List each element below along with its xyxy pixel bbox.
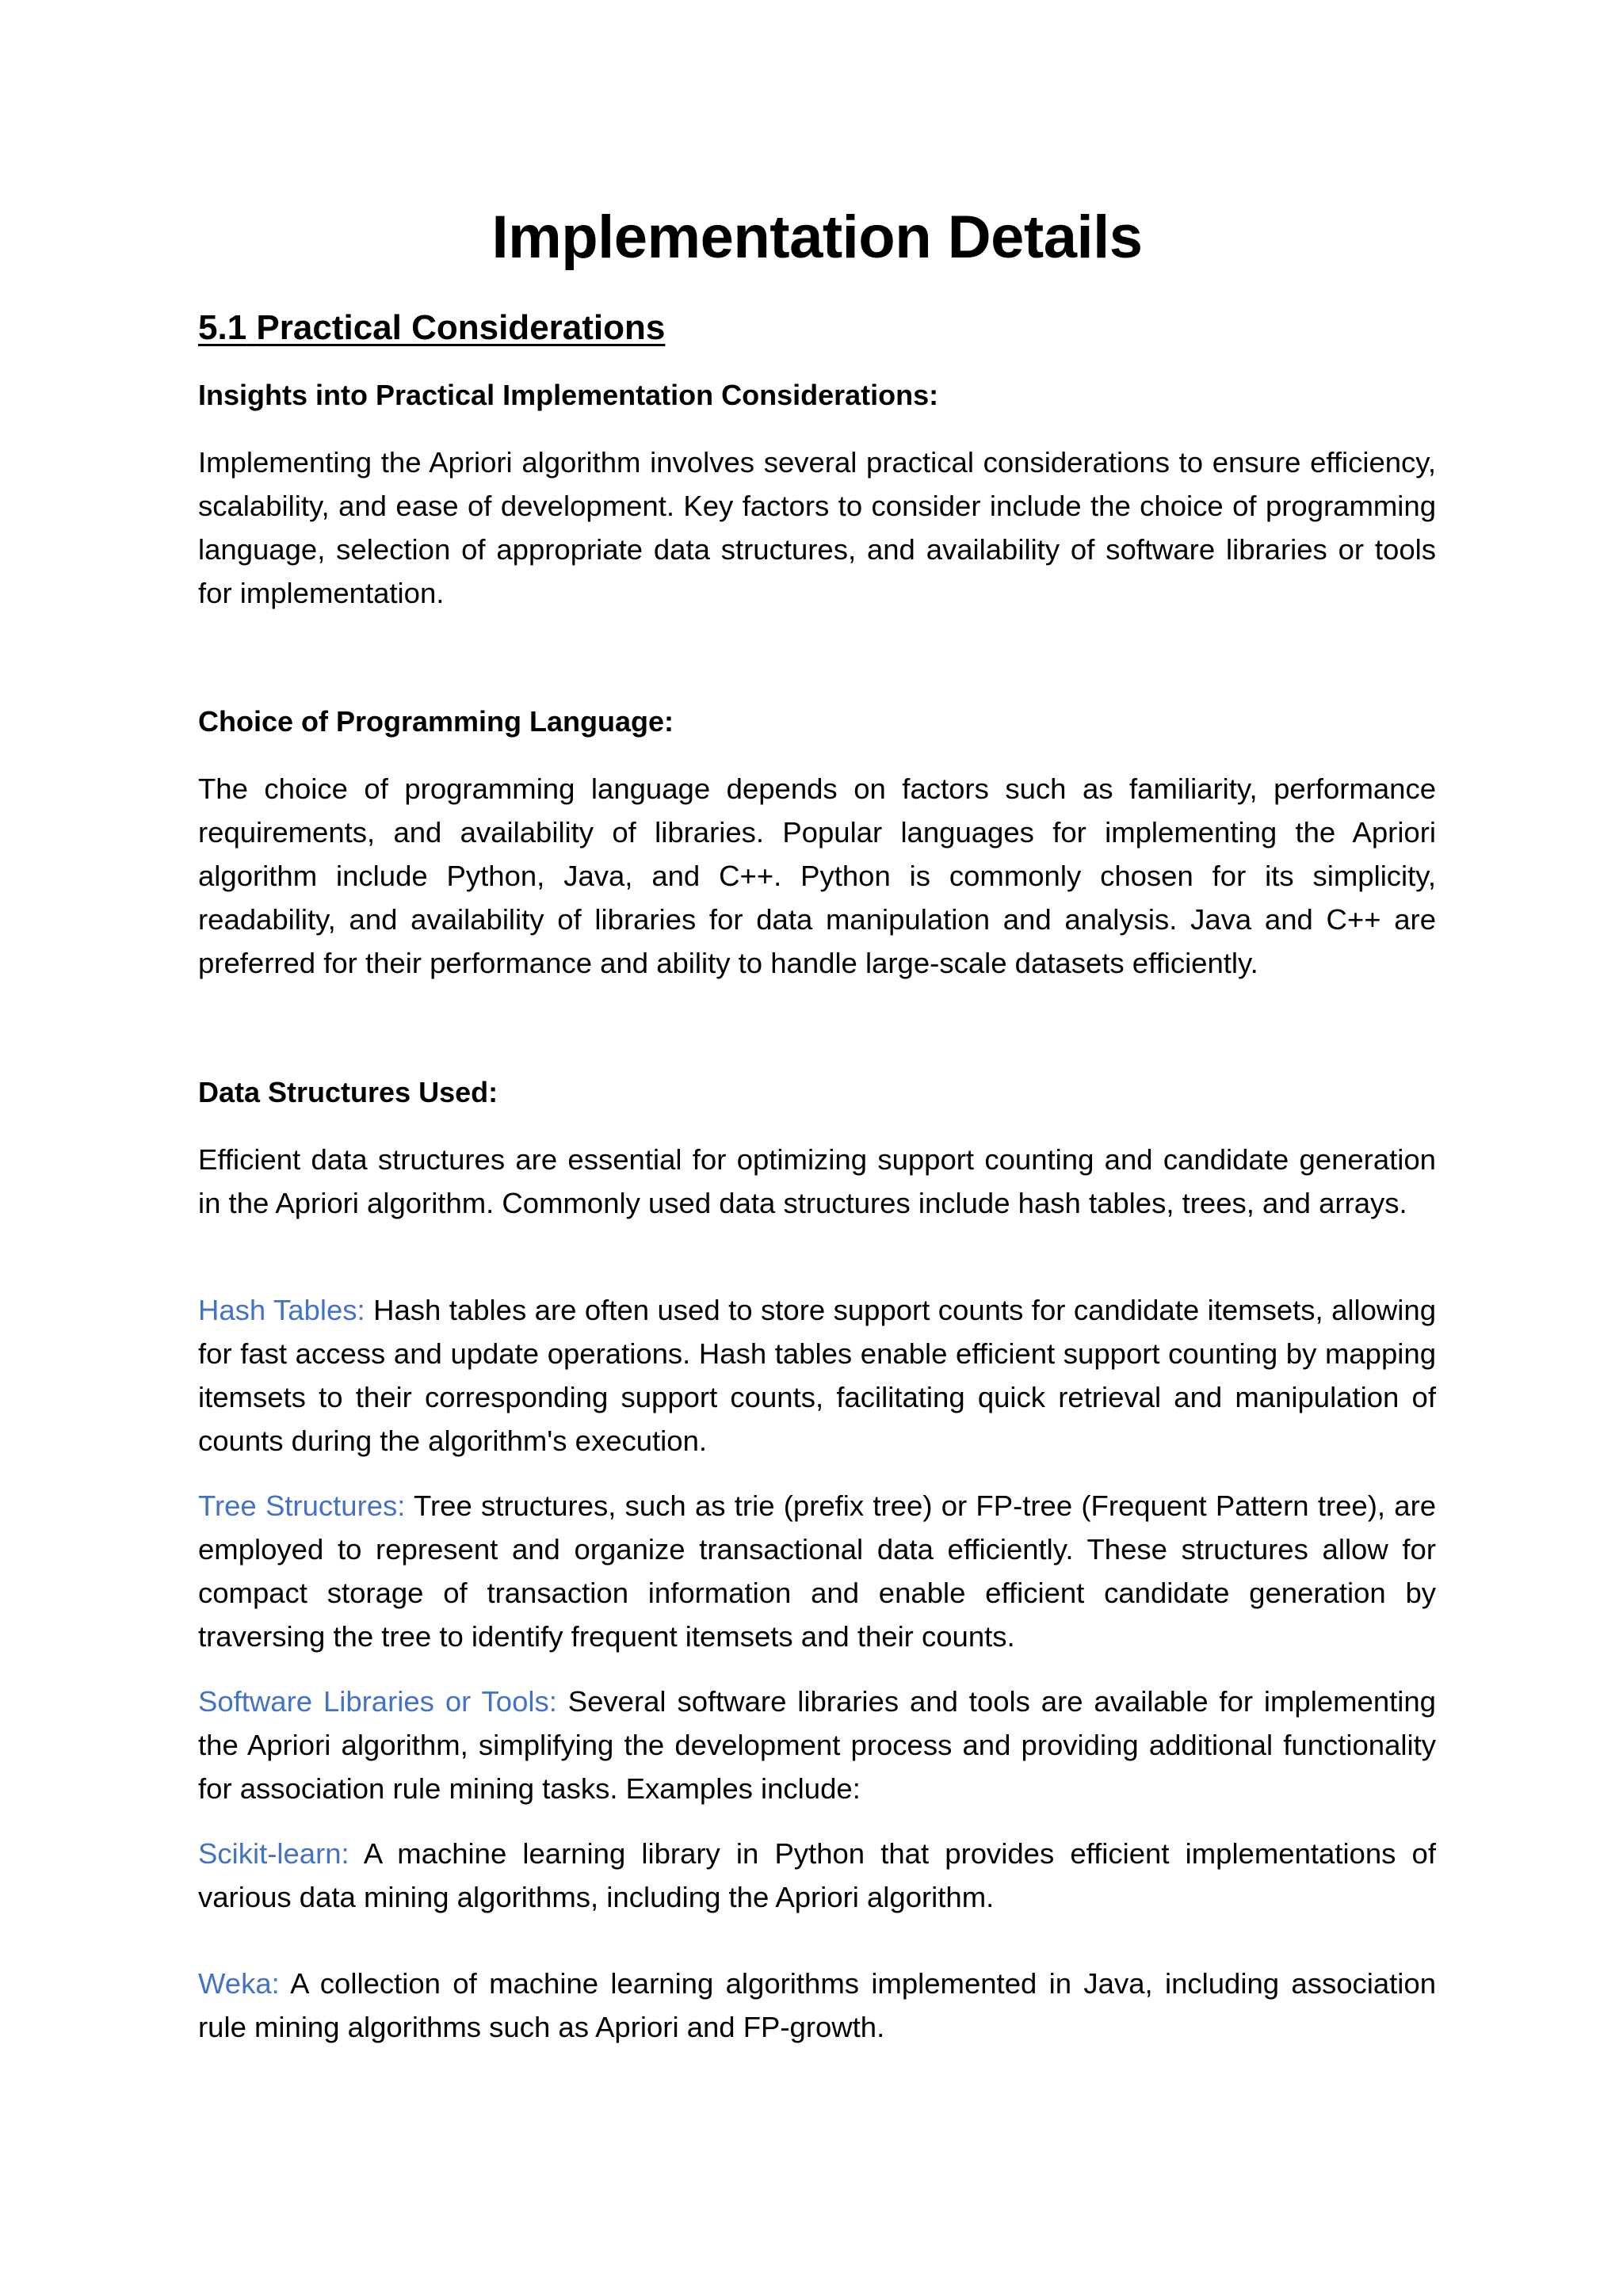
term-label: Weka: [198,1967,280,2000]
term-label: Tree Structures: [198,1489,406,1522]
term-label: Scikit-learn: [198,1837,349,1870]
term-description: A machine learning library in Python that provides efficient implementations of various data mining algorithms, including the Apriori algorithm. [198,1837,1436,1913]
page-title: Implementation Details [491,204,1143,271]
section-title: Practical Considerations [256,308,666,347]
data-structures-heading: Data Structures Used: [198,1076,498,1108]
term-description: Several software libraries and tools are available for implementing the Apriori algorithm, simplifying the development process and providing additional functionality for association rule mining tasks. Examples include: [198,1685,1436,1805]
data-structures-intro: Efficient data structures are essential for optimizing support counting and candidate generation in the Apriori algorithm. Commonly used data structures include hash tables, trees, and arrays. [198,1143,1436,1219]
insights-heading: Insights into Practical Implementation Considerations: [198,379,939,411]
software-libraries-paragraph [198,1680,1436,1810]
term-label: Hash Tables: [198,1294,365,1326]
tree-structures-paragraph [198,1484,1436,1658]
term-description: A collection of machine learning algorithms implemented in Java, including association rule mining algorithms such as Apriori and FP-growth. [198,1967,1436,2043]
weka-paragraph [198,1962,1436,2049]
language-heading: Choice of Programming Language: [198,705,674,738]
term-description: Tree structures, such as trie (prefix tree) or FP-tree (Frequent Pattern tree), are employed to represent and organize transactional data efficiently. These structures allow for compact storage of transaction information and enable efficient candidate generation by traversing the tree to identify frequent itemsets and their counts. [198,1489,1437,1653]
language-paragraph: The choice of programming language depends on factors such as familiarity, performance requirements, and availability of libraries. Popular languages for implementing the Apriori algorithm include Python, Java, and C++. Python is commonly chosen for its simplicity, readability, and availability of libraries for data manipulation and analysis. Java and C++ are preferred for their performance and ability to handle large-scale datasets efficiently. [198,772,1436,979]
scikit-learn-paragraph [198,1832,1436,1919]
section-number: 5.1 [198,308,247,347]
term-label: Software Libraries or Tools: [198,1685,557,1718]
hash-tables-paragraph [198,1288,1436,1463]
term-description: Hash tables are often used to store support counts for candidate itemsets, allowing for fast access and update operations. Hash tables enable efficient support counting by mapping itemsets to their corresponding support counts, facilitating quick retrieval and manipulation of counts during the algorithm's execution. [198,1294,1436,1457]
insights-paragraph: Implementing the Apriori algorithm involves several practical considerations to ensure efficiency, scalability, and ease of development. Key factors to consider include the choice of programming language, selection of appropriate data structures, and availability of software libraries or tools for implementation. [198,446,1436,609]
section-heading [198,306,665,350]
